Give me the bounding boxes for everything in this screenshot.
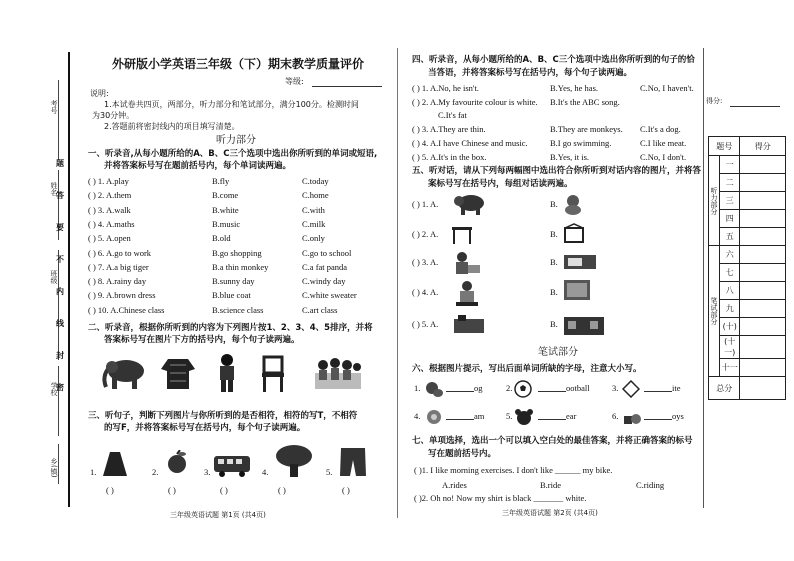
- note-line: 1.本试卷共四页，两部分，听力部分和笔试部分，满分100分。检测时间: [104, 100, 359, 109]
- score-item-number: 十一: [720, 359, 740, 377]
- q4-item-b: B.Yes, it is.: [550, 152, 590, 162]
- score-item-number: 五: [720, 228, 740, 246]
- score-value-cell: [740, 192, 786, 210]
- score-item-number: 九: [720, 300, 740, 318]
- q6-word-suffix: og: [474, 383, 483, 393]
- q4-item-b: B.Yes, he has.: [550, 83, 599, 93]
- q1-item-b: B.come: [212, 190, 239, 201]
- q1-item-c: C.only: [302, 233, 325, 244]
- score-value-cell: [740, 246, 786, 264]
- q4-item-b: B.I go swimming.: [550, 138, 612, 148]
- grade-field-line: [312, 86, 382, 87]
- tree-picture: [274, 444, 314, 478]
- score-table: [708, 136, 786, 400]
- q6-word-suffix: ootball: [566, 383, 590, 393]
- seal-char: 密: [56, 383, 64, 392]
- q4-item-a: ( ) 4. A.I have Chinese and music.: [412, 138, 528, 148]
- score-row: [709, 300, 786, 318]
- q6-number: 1.: [414, 383, 421, 393]
- score-item-number: 二: [720, 174, 740, 192]
- score-value-cell: [740, 359, 786, 377]
- q1-item-b: B.white: [212, 204, 239, 215]
- q3-number: 4.: [262, 467, 269, 477]
- q1-prompt: 并将答案标号写在题前括号内，每个单词读两遍。: [104, 161, 292, 171]
- town-label: 乡(镇): [50, 458, 58, 478]
- seal-char: 内: [56, 287, 64, 296]
- bus-picture: [212, 452, 252, 478]
- boy-reading-option-picture: [452, 280, 482, 308]
- seal-char: 要: [56, 223, 64, 232]
- dog-picture: [424, 380, 444, 398]
- q1-item-a: ( ) 6. A.go to work: [88, 247, 152, 258]
- q3-answer-blank: ( ): [168, 485, 176, 495]
- score-item-number: 八: [720, 282, 740, 300]
- score-head-cell: 题号: [709, 137, 740, 156]
- football-picture: [514, 380, 532, 398]
- q6-number: 5.: [506, 411, 513, 421]
- exam-no-underline: [58, 80, 59, 160]
- note-line: 2.答题前将密封线内的项目填写清楚。: [104, 122, 240, 131]
- q5-option-b: B.: [550, 229, 558, 239]
- blue-card-option-picture: [562, 251, 598, 273]
- q3-answer-blank: ( ): [220, 485, 228, 495]
- score-total-value: [740, 377, 786, 400]
- exam-title: 外研版小学英语三年级（下）期末教学质量评价: [112, 57, 365, 71]
- q1-item-b: B.sunny day: [212, 276, 255, 287]
- q3-answer-blank: ( ): [106, 485, 114, 495]
- q1-item-b: B.music: [212, 218, 241, 229]
- q1-item-a: ( ) 4. A.maths: [88, 218, 135, 229]
- cat-option-picture: [562, 193, 584, 215]
- score-row: [709, 359, 786, 377]
- page-divider: [397, 48, 398, 518]
- score-value-cell: [740, 228, 786, 246]
- school-label: 学校: [50, 382, 58, 396]
- q1-item-a: ( ) 3. A.walk: [88, 204, 131, 215]
- q4-item-a: ( ) 2. A.My favourite colour is white.: [412, 97, 538, 107]
- score-table-head: [709, 137, 786, 156]
- score-row: [709, 264, 786, 282]
- score-item-number: 七: [720, 264, 740, 282]
- q4-item-c: C.I like meat.: [640, 138, 687, 148]
- box-option-picture: [562, 223, 586, 245]
- q6-word-suffix: ear: [566, 411, 577, 421]
- room-option-picture: [452, 313, 486, 335]
- chair-picture: [258, 355, 288, 393]
- score-row: [709, 282, 786, 300]
- score-value-cell: [740, 210, 786, 228]
- q1-item-a: ( ) 5. A.open: [88, 233, 131, 244]
- q3-number: 5.: [326, 467, 333, 477]
- q6-blank-line: [538, 391, 566, 392]
- q1-item-c: C.milk: [302, 218, 326, 229]
- q3-prompt: 的写F，并将答案标号写在括号内，每个句子读两遍。: [104, 423, 306, 433]
- q3-number: 1.: [90, 467, 97, 477]
- q2-prompt: 答案标号写在图片下方的括号内，每个句子读两遍。: [104, 335, 300, 345]
- q6-blank-line: [538, 419, 566, 420]
- toys-picture: [622, 408, 642, 426]
- score-item-number: 三: [720, 192, 740, 210]
- score-row: [709, 174, 786, 192]
- q5-row-label: ( ) 4. A.: [412, 287, 439, 297]
- q2-prompt: 二、听录音，根据你所听到的内容为下列图片按1、2、3、4、5排序，并将: [88, 323, 373, 333]
- q5-row-label: ( ) 3. A.: [412, 257, 439, 267]
- q1-item-b: B.fly: [212, 176, 230, 186]
- page-footer: 三年级英语试题 第1页 (共4页): [170, 511, 266, 519]
- score-row: [709, 336, 786, 359]
- seal-char: 答: [56, 191, 64, 200]
- q3-number: 3.: [204, 467, 211, 477]
- q4-item-a: ( ) 1. A.No, he isn't.: [412, 83, 479, 93]
- q6-number: 6.: [612, 411, 619, 421]
- score-item-number: 六: [720, 246, 740, 264]
- q1-item-c: C.go to school: [302, 247, 352, 258]
- q6-word-suffix: ite: [672, 383, 681, 393]
- q5-option-b: B.: [550, 319, 558, 329]
- skirt-picture: [102, 450, 128, 478]
- q6-blank-line: [644, 391, 672, 392]
- q5-option-b: B.: [550, 287, 558, 297]
- q4-item-a: ( ) 5. A.It's in the box.: [412, 152, 487, 162]
- score-value-cell: [740, 174, 786, 192]
- score-panel-border: [703, 48, 704, 508]
- elephant-option-picture: [452, 193, 486, 215]
- q4-prompt: 四、听录音，从每小题所给的A、B、C三个选项中选出你所听到的句子的恰: [412, 55, 695, 65]
- score-item-number: (十一): [720, 336, 740, 359]
- q4-item-b: B.It's the ABC song.: [550, 97, 620, 107]
- score-value-cell: [740, 300, 786, 318]
- q6-blank-line: [446, 419, 474, 420]
- grade-label: 班级: [50, 270, 58, 284]
- q3-answer-blank: ( ): [278, 485, 286, 495]
- score-side-label: 听力部分: [709, 156, 720, 246]
- q3-answer-blank: ( ): [342, 485, 350, 495]
- q6-word-suffix: oys: [672, 411, 684, 421]
- q5-prompt: 五、听对话，请从下列每两幅图中选出符合你所听到对话内容的图片，并将答: [412, 166, 702, 176]
- score-field-line: [730, 106, 780, 107]
- fruit-picture: [164, 450, 190, 474]
- q7-option-a: A.rides: [442, 480, 467, 490]
- q5-row-label: ( ) 5. A.: [412, 319, 439, 329]
- score-row: [709, 156, 786, 174]
- score-row: [709, 246, 786, 264]
- q7-question: ( )2. Oh no! Now my shirt is black _______ white.: [414, 493, 587, 503]
- q7-prompt: 写在题前括号内。: [428, 449, 497, 459]
- score-row: [709, 228, 786, 246]
- score-item-number: 四: [720, 210, 740, 228]
- q7-option-b: B.ride: [540, 480, 562, 490]
- score-row: [709, 210, 786, 228]
- q1-item-c: C.white sweater: [302, 290, 357, 301]
- q3-number: 2.: [152, 467, 159, 477]
- seal-char: 封: [56, 351, 64, 360]
- q5-row-label: ( ) 1. A.: [412, 199, 439, 209]
- seal-char: 不: [56, 255, 64, 264]
- written-section-title: 笔试部分: [538, 347, 578, 358]
- q1-prompt: 一、听录音,从每小题所给的A、B、C三个选项中选出你所听到的单词或短语,: [88, 149, 378, 159]
- tv-option-picture: [562, 278, 592, 306]
- sweater-picture: [160, 355, 196, 391]
- score-value-cell: [740, 318, 786, 336]
- q1-item-a: ( ) 7. A.a big tiger: [88, 261, 149, 272]
- q1-item-a: ( ) 1. A.play: [88, 176, 129, 186]
- q1-item-b: B.a thin monkey: [212, 261, 269, 272]
- q1-item-c: C.home: [302, 190, 329, 201]
- notes-heading: 说明:: [90, 89, 109, 98]
- q1-item-a: ( ) 10. A.Chinese class: [88, 304, 165, 315]
- boy-picture: [214, 353, 240, 393]
- bear-picture: [514, 408, 534, 426]
- q7-prompt: 七、单项选择，选出一个可以填入空白处的最佳答案，并将正确答案的标号: [412, 436, 693, 446]
- q1-item-b: B.go shopping: [212, 247, 262, 258]
- q1-item-c: C.a fat panda: [302, 261, 348, 272]
- ham-picture: [424, 408, 444, 426]
- q4-item-a: C.It's fat: [438, 110, 467, 120]
- seal-char: 线: [56, 319, 64, 328]
- q4-item-c: C.No, I haven't.: [640, 83, 694, 93]
- q6-word-suffix: am: [474, 411, 485, 421]
- score-label: 得分:: [706, 97, 723, 105]
- boy-cooking-option-picture: [452, 251, 482, 277]
- q5-option-b: B.: [550, 257, 558, 267]
- score-row: [709, 192, 786, 210]
- q6-blank-line: [446, 391, 474, 392]
- kite-picture: [622, 380, 640, 398]
- score-total-row: [709, 377, 786, 400]
- q1-item-b: B.blue coat: [212, 290, 251, 301]
- q6-number: 3.: [612, 383, 619, 393]
- exam-no-label: 考号: [50, 100, 58, 114]
- score-value-cell: [740, 336, 786, 359]
- children-picture: [313, 355, 363, 391]
- q7-option-c: C.riding: [636, 480, 665, 490]
- score-item-number: 一: [720, 156, 740, 174]
- note-line: 为30分钟。: [92, 111, 135, 120]
- q5-prompt: 案标号写在括号内，每组对话读两遍。: [428, 179, 573, 189]
- q6-prompt: 六、根据图片提示，写出后面单词所缺的字母，注意大小写。: [412, 364, 642, 374]
- house-option-picture: [562, 311, 606, 337]
- score-value-cell: [740, 282, 786, 300]
- score-item-number: (十): [720, 318, 740, 336]
- q4-prompt: 当答语，并将答案标号写在括号内，每个句子读两遍。: [428, 68, 633, 78]
- q1-item-b: B.science class: [212, 304, 264, 315]
- shorts-picture: [338, 446, 368, 478]
- listening-section-title: 听力部分: [216, 135, 256, 146]
- q1-item-c: C.today: [302, 176, 329, 186]
- page-footer: 三年级英语试题 第2页 (共4页): [502, 509, 598, 517]
- q1-item-a: ( ) 9. A.brown dress: [88, 290, 156, 301]
- q6-number: 2.: [506, 383, 513, 393]
- q1-item-c: C.art class: [302, 304, 338, 315]
- q5-row-label: ( ) 2. A.: [412, 229, 439, 239]
- q1-item-c: C.with: [302, 204, 325, 215]
- q4-item-c: C.No, I don't.: [640, 152, 687, 162]
- q6-number: 4.: [414, 411, 421, 421]
- q1-item-c: C.windy day: [302, 276, 346, 287]
- score-side-label: 笔试部分: [709, 246, 720, 377]
- q4-item-b: B.They are monkeys.: [550, 124, 623, 134]
- q4-item-c: C.It's a dog.: [640, 124, 681, 134]
- score-value-cell: [740, 156, 786, 174]
- q4-item-a: ( ) 3. A.They are thin.: [412, 124, 486, 134]
- q5-option-b: B.: [550, 199, 558, 209]
- score-value-cell: [740, 264, 786, 282]
- desk-option-picture: [450, 223, 474, 245]
- name-label: 姓名: [50, 182, 58, 196]
- elephant-picture: [100, 355, 148, 391]
- score-head-cell: 得分: [740, 137, 786, 156]
- seal-char: 题: [56, 159, 64, 168]
- q3-prompt: 三、听句子，判断下列图片与你所听到的是否相符，相符的写T，不相符: [88, 411, 358, 421]
- q1-item-b: B.old: [212, 233, 231, 244]
- q6-blank-line: [644, 419, 672, 420]
- grade-field-label: 等级:: [285, 77, 304, 86]
- score-row: [709, 318, 786, 336]
- binding-line: [68, 52, 70, 507]
- q1-item-a: ( ) 8. A.rainy day: [88, 276, 147, 287]
- seal-text-column: [56, 160, 66, 460]
- q7-question: ( )1. I like morning exercises. I don't like ______ my bike.: [414, 465, 613, 475]
- q1-item-a: ( ) 2. A.them: [88, 190, 132, 201]
- score-total-label: 总分: [709, 377, 740, 400]
